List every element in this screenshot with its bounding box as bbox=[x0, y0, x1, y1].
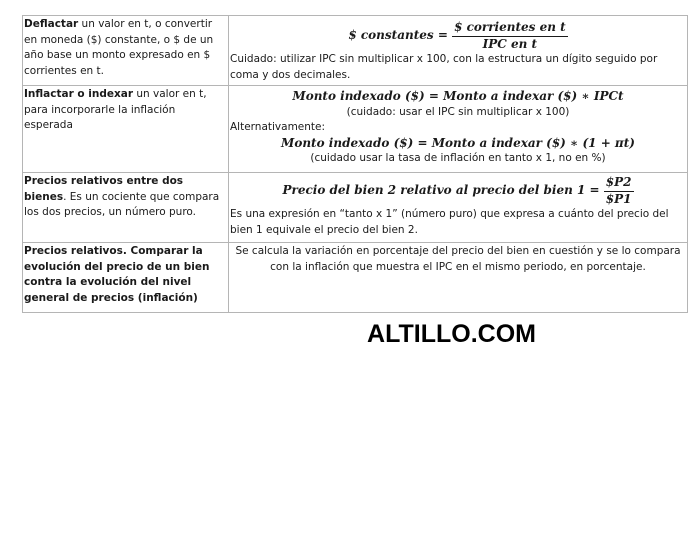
explanation-cell bbox=[229, 173, 688, 243]
formula-denominator: IPC en t bbox=[482, 36, 538, 51]
formula-line: Monto indexado ($) = Monto a indexar ($) ∗ (1 + πt) bbox=[281, 135, 635, 150]
note-text: (cuidado usar la tasa de inflación en tanto x 1, no en %) bbox=[310, 152, 606, 164]
table-row bbox=[23, 16, 688, 86]
explanation-cell bbox=[229, 86, 688, 173]
concept-description: . Es un cociente que compara los dos precios, un número puro. bbox=[24, 190, 220, 218]
concept-term: Inflactar o indexar bbox=[24, 88, 134, 100]
formula-fraction bbox=[452, 20, 568, 52]
note-text: Cuidado: utilizar IPC sin multiplicar x 100, con la estructura un dígito seguido por coma y dos decimales. bbox=[230, 53, 658, 81]
brand-watermark: ALTILLO.COM bbox=[367, 320, 536, 348]
alternative-label: Alternativamente: bbox=[230, 121, 326, 133]
concept-term: Precios relativos. Comparar la evolución del precio de un bien contra la evolución del nivel general de precios (inflación) bbox=[24, 245, 210, 304]
formula-numerator: $P2 bbox=[604, 175, 634, 192]
concept-term: Precios relativos entre dos bienes bbox=[24, 175, 184, 203]
concept-cell bbox=[23, 243, 229, 313]
note-text: Se calcula la variación en porcentaje del precio del bien en cuestión y se lo compara con la inflación que muestra el IPC en el mismo periodo, en porcentaje. bbox=[235, 245, 681, 273]
formula-line: Monto indexado ($) = Monto a indexar ($) ∗ IPCt bbox=[292, 89, 624, 103]
explanation-cell bbox=[229, 16, 688, 86]
table-row bbox=[23, 173, 688, 243]
explanation-cell bbox=[229, 243, 688, 313]
concept-cell bbox=[23, 16, 229, 86]
formula-fraction bbox=[604, 175, 634, 207]
note-text: Es una expresión en “tanto x 1” (número puro) que expresa a cuánto del precio del bien 1 equivale el precio del bien 2. bbox=[230, 208, 669, 236]
concept-description: un valor en t, o convertir en moneda ($) constante, o $ de un año base un monto expresado en $ corrientes en t. bbox=[24, 18, 214, 77]
concept-cell bbox=[23, 86, 229, 173]
concept-cell bbox=[23, 173, 229, 243]
formula-lhs: Precio del bien 2 relativo al precio del bien 1 = bbox=[282, 183, 604, 197]
note-text: (cuidado: usar el IPC sin multiplicar x 100) bbox=[346, 105, 570, 118]
table-row bbox=[23, 86, 688, 173]
concept-description: un valor en t, para incorporarle la inflación esperada bbox=[24, 88, 207, 131]
formula-lhs: $ constantes = bbox=[348, 28, 453, 42]
table-row bbox=[23, 243, 688, 313]
concepts-table bbox=[22, 15, 688, 313]
formula-numerator: $ corrientes en t bbox=[452, 20, 568, 37]
concept-term: Deflactar bbox=[24, 18, 79, 30]
formula-denominator: $P1 bbox=[605, 191, 632, 206]
